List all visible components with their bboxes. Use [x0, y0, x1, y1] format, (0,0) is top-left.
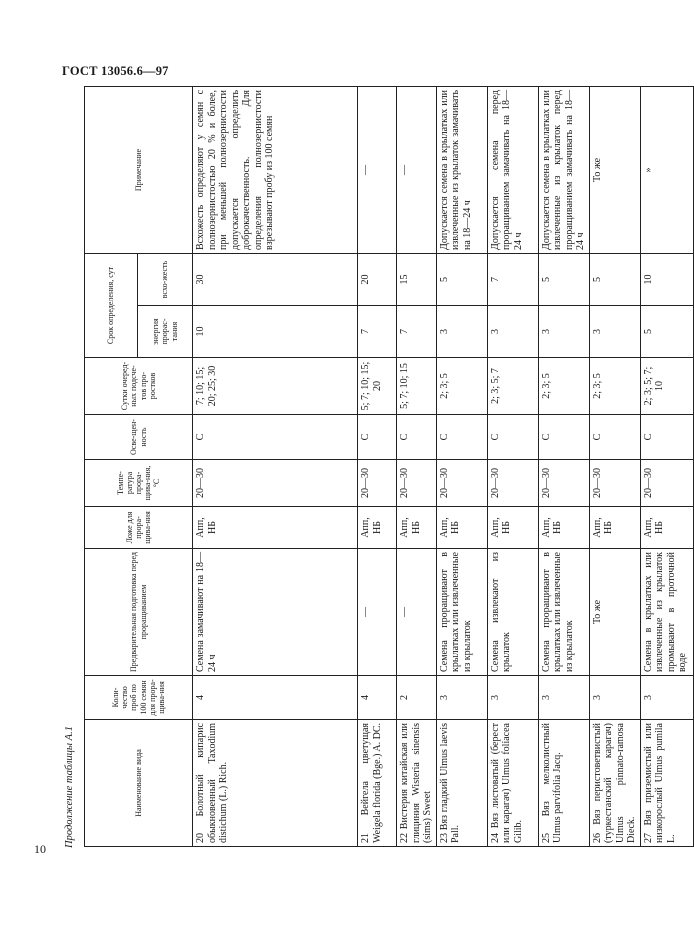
cell-temp: 20—30	[487, 460, 538, 507]
cell-light: С	[436, 415, 487, 460]
table-row	[436, 86, 487, 846]
cell-energy: 3	[487, 306, 538, 358]
cell-days: 5; 7; 10; 15	[397, 358, 437, 415]
cell-name: 21 Вейгела цветущая Weigela florida (Bge.) A. DC.	[358, 720, 397, 847]
table-row	[358, 86, 397, 846]
cell-germ: 5	[589, 253, 640, 305]
cell-energy: 3	[436, 306, 487, 358]
cell-prep: Семена проращивают в крылатках или извлеченные из крылаток	[436, 549, 487, 676]
cell-energy: 5	[640, 306, 693, 358]
header-period: Срок определения, сут	[85, 253, 138, 357]
cell-count: 4	[193, 676, 358, 720]
cell-germ: 10	[640, 253, 693, 305]
cell-note: »	[640, 86, 693, 253]
table-row	[589, 86, 640, 846]
cell-germ: 5	[436, 253, 487, 305]
cell-temp: 20—30	[193, 460, 358, 507]
cell-days: 2; 3; 5; 7; 10	[640, 358, 693, 415]
cell-days: 2; 3; 5	[589, 358, 640, 415]
cell-count: 4	[358, 676, 397, 720]
header-prep: Предварительная подготовка перед проращиванием	[85, 549, 193, 676]
cell-name: 20 Болотный кипарис обыкновенный Taxodium distichum (L.) Rich.	[193, 720, 358, 847]
cell-prep: —	[397, 549, 437, 676]
cell-germ: 30	[193, 253, 358, 305]
cell-bed: Апп, НБ	[436, 507, 487, 549]
cell-prep: Семена проращивают в крылатках или извлеченные из крылаток	[538, 549, 589, 676]
cell-note: —	[358, 86, 397, 253]
cell-note: То же	[589, 86, 640, 253]
cell-bed: Апп, НБ	[589, 507, 640, 549]
cell-note: Допускается семена в крылатках или извлеченные из крылаток перед проращиванием замачивать на 18—24 ч	[538, 86, 589, 253]
header-energy: энергия прорас-тания	[138, 306, 193, 358]
header-germ: всхо-жесть	[138, 253, 193, 305]
cell-energy: 3	[589, 306, 640, 358]
header-name: Наименование вида	[85, 720, 193, 847]
cell-days: 7; 10; 15; 20; 25; 30	[193, 358, 358, 415]
cell-name: 22 Вистерия китайская или глициния Wisteria sinensis (sims) Sweet	[397, 720, 437, 847]
cell-name: 25 Вяз мелколистный Ulmus parvifolia Jacq.	[538, 720, 589, 847]
cell-count: 3	[589, 676, 640, 720]
cell-name: 24 Вяз листоватый (берест или карагач) Ulmus foliacea Gilib.	[487, 720, 538, 847]
cell-note: —	[397, 86, 437, 253]
cell-light: С	[487, 415, 538, 460]
cell-light: С	[397, 415, 437, 460]
cell-temp: 20—30	[436, 460, 487, 507]
cell-temp: 20—30	[358, 460, 397, 507]
cell-germ: 20	[358, 253, 397, 305]
header-bed: Ложе для прора-щива-ния	[85, 507, 193, 549]
cell-light: С	[538, 415, 589, 460]
cell-temp: 20—30	[640, 460, 693, 507]
cell-prep: —	[358, 549, 397, 676]
cell-germ: 15	[397, 253, 437, 305]
cell-prep: Семена замачивают на 18—24 ч	[193, 549, 358, 676]
cell-energy: 10	[193, 306, 358, 358]
cell-light: С	[589, 415, 640, 460]
header-note: Примечание	[85, 86, 193, 253]
document-header: ГОСТ 13056.6—97	[62, 64, 169, 78]
cell-light: С	[640, 415, 693, 460]
cell-days: 5; 7; 10; 15; 20	[358, 358, 397, 415]
cell-temp: 20—30	[538, 460, 589, 507]
cell-bed: Апп, НБ	[193, 507, 358, 549]
cell-days: 2; 3; 5	[538, 358, 589, 415]
cell-note: Допускается семена в крылатках или извлеченные из крылаток замачивать на 18—24 ч	[436, 86, 487, 253]
cell-days: 2; 3; 5; 7	[487, 358, 538, 415]
cell-count: 3	[640, 676, 693, 720]
cell-name: 26 Вяз перистоветвистый (туркестанский карагач) Ulmus pinnato-ramosa Dieck.	[589, 720, 640, 847]
cell-germ: 5	[538, 253, 589, 305]
cell-energy: 3	[538, 306, 589, 358]
table-row	[640, 86, 693, 846]
header-count: Коли-чество проб по 100 семян для прора-щива-ния	[85, 676, 193, 720]
cell-note: Всхожесть определяют у семян с полнозернистостью 20 % и более, при меньшей полнозернистости допускается определить доброкачественность. Для определения полнозернистости взрезывают пробу из 100 семян	[193, 86, 358, 253]
cell-bed: Апп, НБ	[397, 507, 437, 549]
header-light: Осве-щен-ность	[85, 415, 193, 460]
cell-count: 3	[487, 676, 538, 720]
page-number: 10	[34, 842, 46, 856]
header-days: Сутки очеред-ных подсче-тов про-ростков	[85, 358, 193, 415]
cell-note: Допускается семена перед проращиванием замачивать на 18—24 ч	[487, 86, 538, 253]
cell-bed: Апп, НБ	[538, 507, 589, 549]
cell-temp: 20—30	[589, 460, 640, 507]
cell-energy: 7	[397, 306, 437, 358]
cell-bed: Апп, НБ	[358, 507, 397, 549]
table-continuation-label: Продолжение таблицы А.1	[64, 726, 75, 848]
table-row	[538, 86, 589, 846]
cell-bed: Апп, НБ	[487, 507, 538, 549]
rotated-table-container	[84, 87, 688, 847]
table-row	[487, 86, 538, 846]
cell-name: 27 Вяз приземистый или низкорослый Ulmus pumila L.	[640, 720, 693, 847]
cell-light: С	[358, 415, 397, 460]
cell-prep: Семена в крылатках или извлеченные из крылаток промывают в проточной воде	[640, 549, 693, 676]
cell-light: С	[193, 415, 358, 460]
table-header-row	[85, 86, 138, 846]
header-temp: Темпе-ратура прора-щива-ния, °С	[85, 460, 193, 507]
cell-count: 3	[436, 676, 487, 720]
cell-prep: То же	[589, 549, 640, 676]
cell-prep: Семена извлекают из крылаток	[487, 549, 538, 676]
cell-count: 3	[538, 676, 589, 720]
cell-bed: Апп, НБ	[640, 507, 693, 549]
table-row	[397, 86, 437, 846]
table-row	[193, 86, 358, 846]
cell-count: 2	[397, 676, 437, 720]
cell-temp: 20—30	[397, 460, 437, 507]
cell-days: 2; 3; 5	[436, 358, 487, 415]
seed-germination-table	[84, 86, 694, 847]
cell-name: 23 Вяз гладкий Ulmus laevis Pall.	[436, 720, 487, 847]
cell-energy: 7	[358, 306, 397, 358]
cell-germ: 7	[487, 253, 538, 305]
